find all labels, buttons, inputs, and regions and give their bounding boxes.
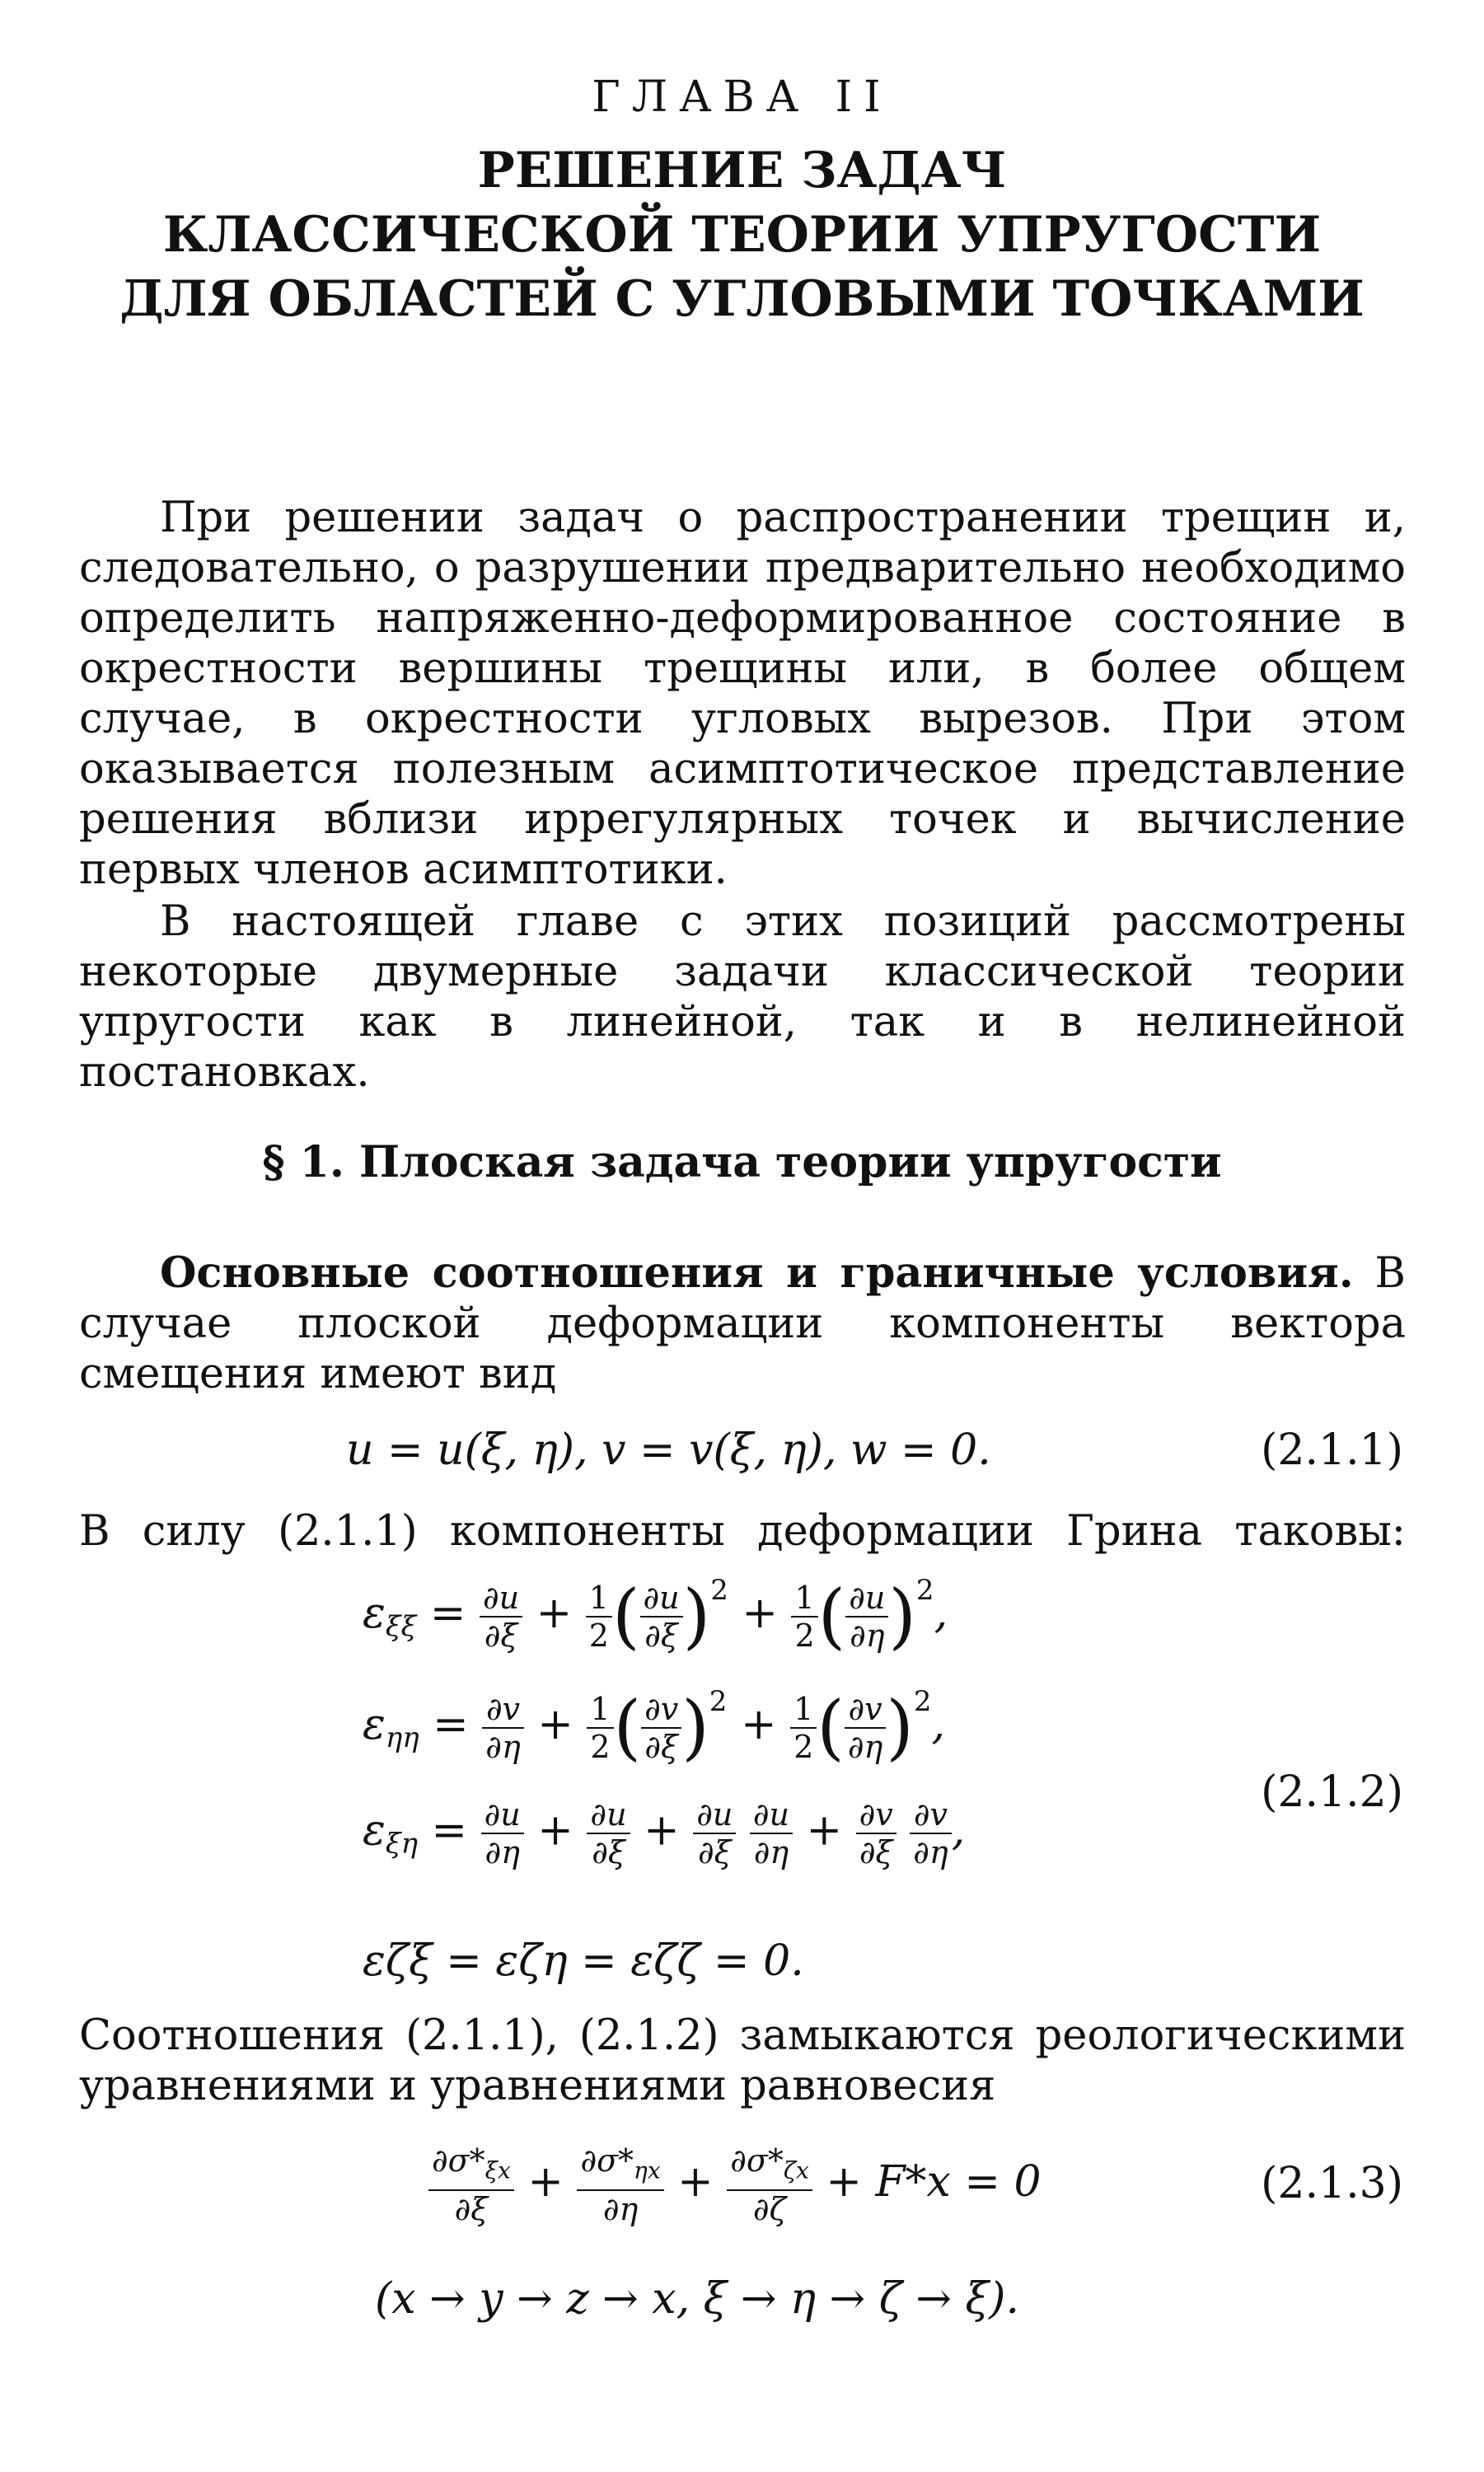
intro-paragraph-2: В настоящей главе с этих позиций рассмотрены некоторые двумерные задачи классической теории упругости как в линейной, так и в нелинейной постановках. bbox=[79, 897, 1406, 1097]
intro-paragraph-1: При решении задач о распространении трещин и, следовательно, о разрушении предварительно необходимо определить напряженно-деформированное состояние в окрестности вершины трещины или, в более общем случае, в окрестности угловых вырезов. При этом оказывается полезным асимптотическое представление решения вблизи иррегулярных точек и вычисление первых членов асимптотики. bbox=[79, 494, 1406, 894]
equation-strain-eta-eta: $\varepsilon_{\eta\eta}$ = $\frac{\partial v}{\partial\eta}$ + $\frac{1}{2}$ ( $\frac{\partial v}{\partial\xi}$ )$^2$ + $\frac{1}{2}$ ( $\frac{\partial v}{\partial\eta}$ )$^2$, bbox=[363, 1685, 945, 1769]
equation-strain-zeta: εζξ = εζη = εζζ = 0. bbox=[363, 1936, 804, 1986]
section-paragraph-2: В силу (2.1.1) компоненты деформации Грина таковы: bbox=[79, 1507, 1406, 1556]
chapter-title-line-2: КЛАССИЧЕСКОЙ ТЕОРИИ УПРУГОСТИ bbox=[162, 206, 1322, 264]
section-title: § 1. Плоская задача теории упругости bbox=[262, 1137, 1222, 1187]
equation-number-2-1-1: (2.1.1) bbox=[1261, 1426, 1403, 1475]
equation-equilibrium: $\frac{\partial\sigma*_{\xi x}}{\partial\xi}$ + $\frac{\partial\sigma*_{\eta x}}{\partial\eta}$ + $\frac{\partial\sigma*_{\zeta x}}{\partial\zeta}$ + F*x = 0 bbox=[428, 2142, 1042, 2227]
section-paragraph-1 bbox=[79, 1248, 1406, 1399]
equation-permutation-note: (x → y → z → x, ξ → η → ζ → ξ). bbox=[375, 2274, 1019, 2324]
chapter-title bbox=[0, 138, 1484, 331]
section-paragraph-1-text: В случае плоской деформации компоненты вектора смещения имеют вид bbox=[79, 1249, 1406, 1398]
chapter-title-line-3: ДЛЯ ОБЛАСТЕЙ С УГЛОВЫМИ ТОЧКАМИ bbox=[119, 270, 1365, 328]
equation-2-1-1: u = u(ξ, η), v = v(ξ, η), w = 0. bbox=[346, 1426, 991, 1475]
equation-number-2-1-2: (2.1.2) bbox=[1261, 1767, 1403, 1817]
chapter-label: ГЛАВА II bbox=[592, 73, 892, 122]
equation-strain-xi-xi: $\varepsilon_{\xi\xi}$ = $\frac{\partial u}{\partial\xi}$ + $\frac{1}{2}$ ( $\frac{\partial u}{\partial\xi}$ )$^2$ + $\frac{1}{2}$ ( $\frac{\partial u}{\partial\eta}$ )$^2$, bbox=[363, 1574, 948, 1658]
section-paragraph-3: Соотношения (2.1.1), (2.1.2) замыкаются реологическими уравнениями и уравнениями равновесия bbox=[79, 2011, 1406, 2110]
run-in-heading: Основные соотношения и граничные условия. bbox=[160, 1248, 1354, 1298]
equation-number-2-1-3: (2.1.3) bbox=[1261, 2159, 1403, 2208]
chapter-title-line-1: РЕШЕНИЕ ЗАДАЧ bbox=[477, 142, 1007, 199]
equation-equilibrium-tail: + F*x = 0 bbox=[826, 2156, 1042, 2207]
equation-strain-xi-eta: $\varepsilon_{\xi\eta}$ = $\frac{\partial u}{\partial\eta}$ + $\frac{\partial u}{\partial\xi}$ + $\frac{\partial u}{\partial\xi}$ $\frac{\partial u}{\partial\eta}$ + $\frac{\partial v}{\partial\xi}$ $\frac{\partial v}{\partial\eta}$ , bbox=[363, 1796, 966, 1870]
